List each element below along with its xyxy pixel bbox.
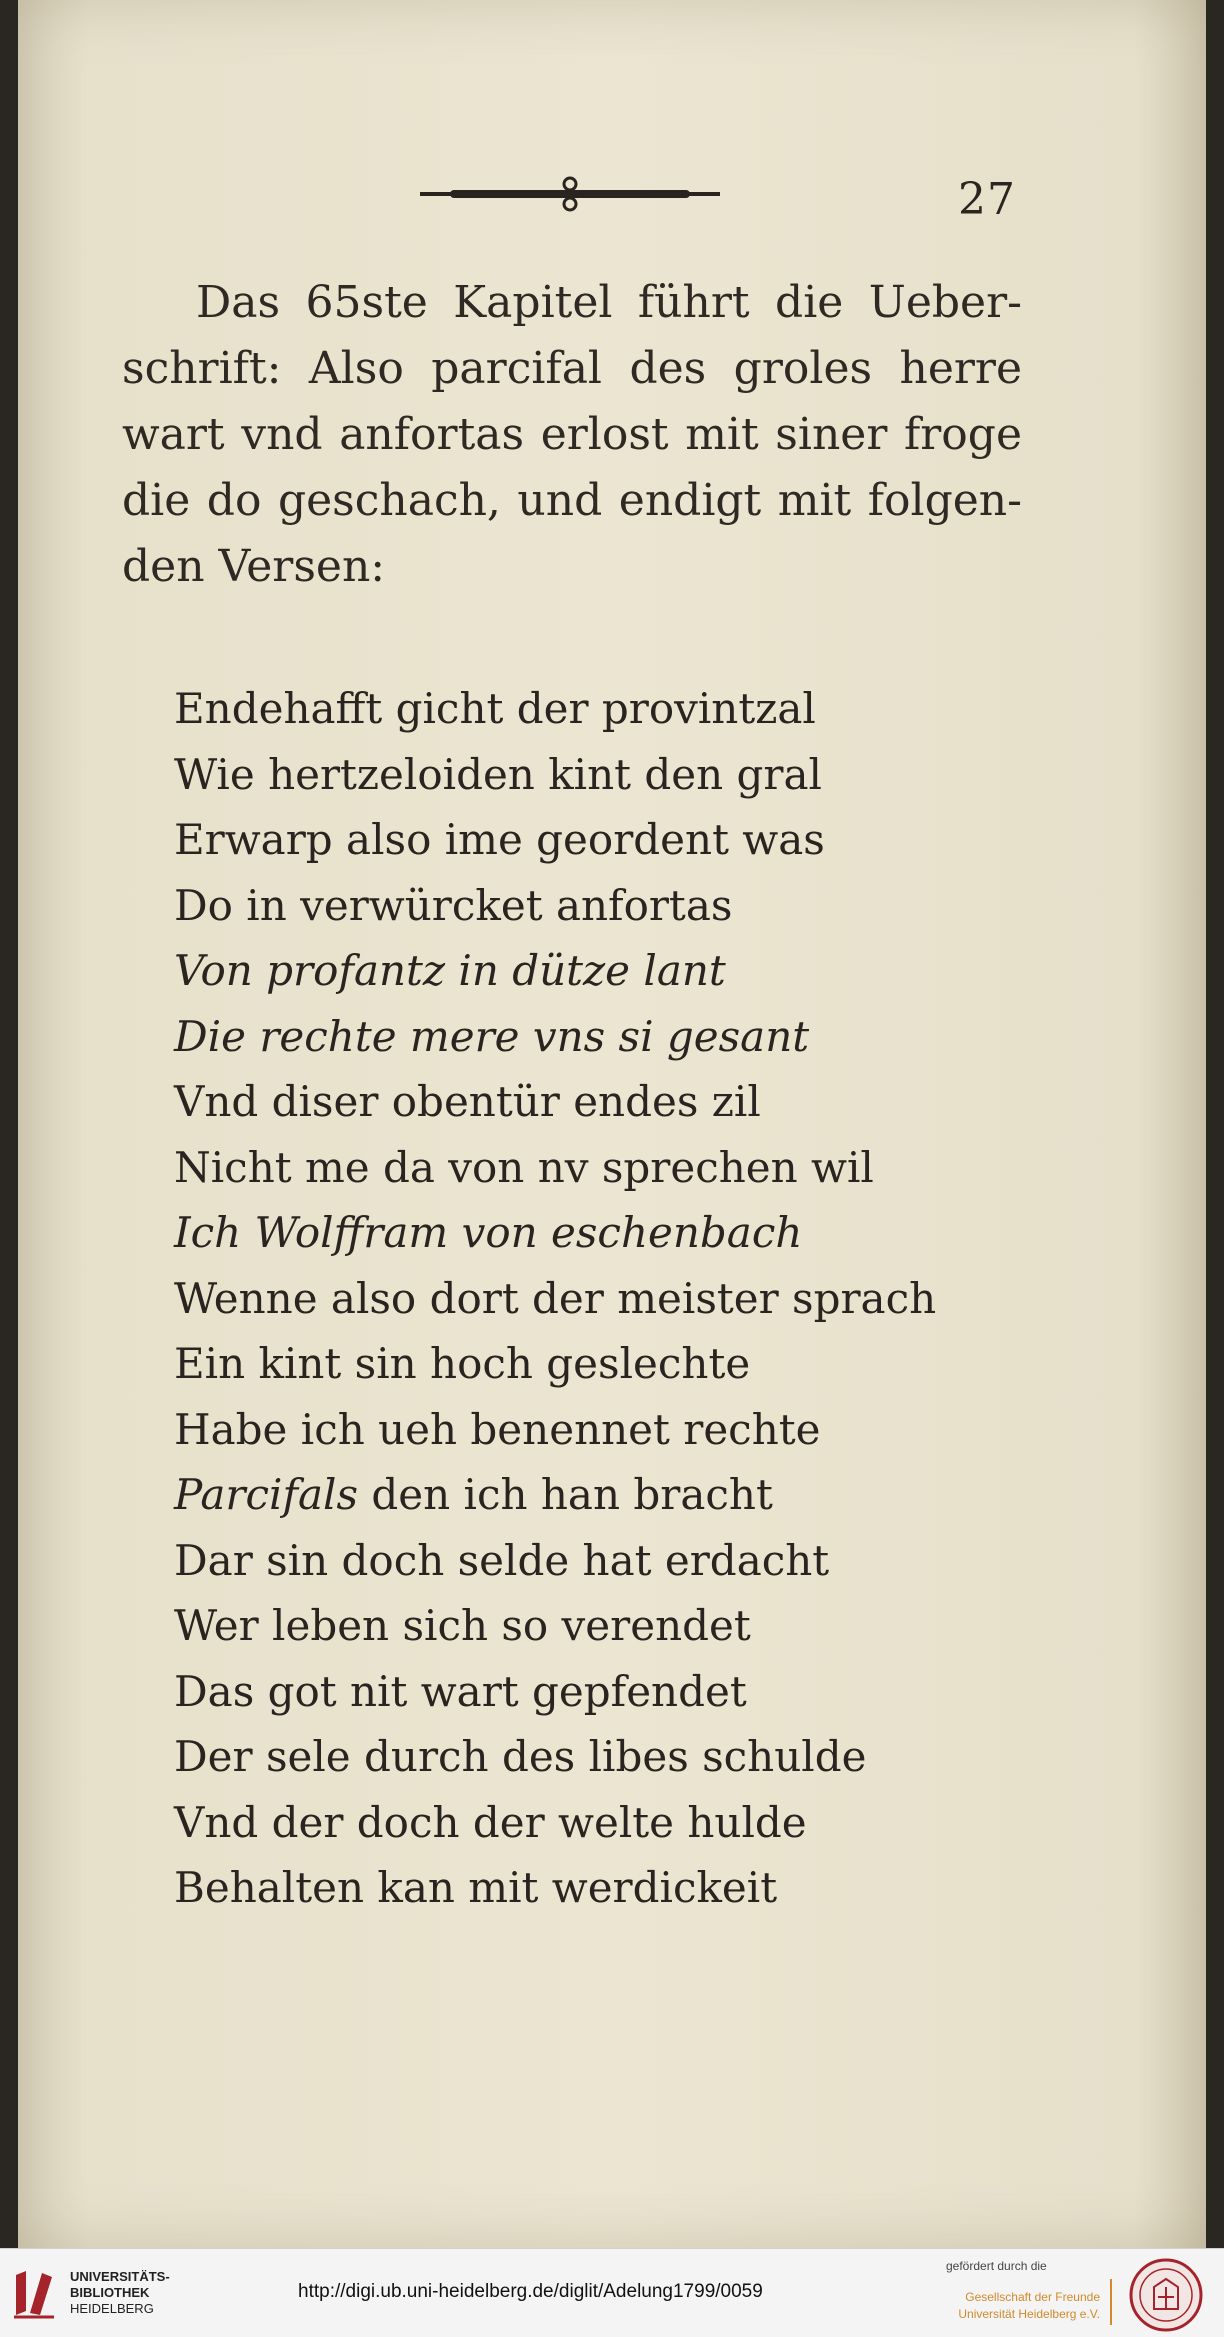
book-page <box>18 0 1206 2248</box>
verse-block <box>174 676 1034 1921</box>
sponsor-divider <box>1110 2279 1112 2325</box>
verse-line: Endehafft gicht der provintzal <box>174 684 816 733</box>
verse-line: Dar sin doch selde hat erdacht <box>174 1535 830 1585</box>
verse-italic-word: Parcifals <box>174 1470 359 1519</box>
ornament-rule <box>420 176 720 212</box>
verse-line: Der sele durch des libes schulde <box>174 1732 867 1781</box>
verse-line: Habe ich ueh benennet rechte <box>174 1404 821 1454</box>
library-logo-icon[interactable] <box>12 2267 56 2319</box>
verse-line-mixed <box>174 1462 1034 1528</box>
verse-line: Wer leben sich so verendet <box>174 1601 751 1650</box>
intro-line: den Versen: <box>122 541 386 592</box>
verse-line: Das got nit wart gepfendet <box>174 1666 747 1716</box>
intro-line: schrift: Also parcifal des groles herre <box>122 343 1022 394</box>
library-name-line: BIBLIOTHEK <box>70 2285 150 2300</box>
verse-line: Wenne also dort der meister sprach <box>174 1273 937 1323</box>
verse-line: Vnd diser obentür endes zil <box>174 1077 761 1126</box>
verse-line: Vnd der doch der welte hulde <box>174 1797 807 1847</box>
verse-line-rest: den ich han bracht <box>358 1470 773 1519</box>
verse-line-italic: Von profantz in dütze lant <box>174 946 726 995</box>
page-number: 27 <box>958 174 1016 225</box>
verse-line: Ein kint sin hoch geslechte <box>174 1339 751 1388</box>
permalink-url[interactable]: http://digi.ub.uni-heidelberg.de/diglit/Adelung1799/0059 <box>298 2281 763 2302</box>
verse-line: Behalten kan mit werdickeit <box>174 1863 778 1912</box>
intro-line: wart vnd anfortas erlost mit siner froge <box>122 409 1022 460</box>
sponsor-name-line: Universität Heidelberg e.V. <box>958 2307 1100 2321</box>
verse-line: Do in verwürcket anfortas <box>174 880 733 930</box>
verse-line: Wie hertzeloiden kint den gral <box>174 749 822 799</box>
library-name <box>70 2269 170 2317</box>
verse-line: Erwarp also ime geordent was <box>174 815 825 864</box>
verse-line: Nicht me da von nv sprechen wil <box>174 1142 874 1192</box>
sponsor-name[interactable] <box>944 2289 1100 2323</box>
sponsor-name-line: Gesellschaft der Freunde <box>965 2290 1100 2304</box>
intro-line: die do geschach, und endigt mit folgen- <box>122 475 1022 526</box>
library-name-line: UNIVERSITÄTS- <box>70 2269 170 2284</box>
intro-paragraph <box>122 270 1022 600</box>
verse-line-italic: Ich Wolffram von eschenbach <box>174 1208 803 1257</box>
library-name-line: HEIDELBERG <box>70 2301 154 2316</box>
footer-bar <box>0 2248 1224 2337</box>
sponsor-label: gefördert durch die <box>946 2259 1047 2273</box>
intro-line: Das 65ste Kapitel führt die Ueber- <box>196 277 1022 328</box>
verse-line-italic: Die rechte mere vns si gesant <box>174 1011 810 1061</box>
university-seal-icon <box>1128 2257 1204 2333</box>
